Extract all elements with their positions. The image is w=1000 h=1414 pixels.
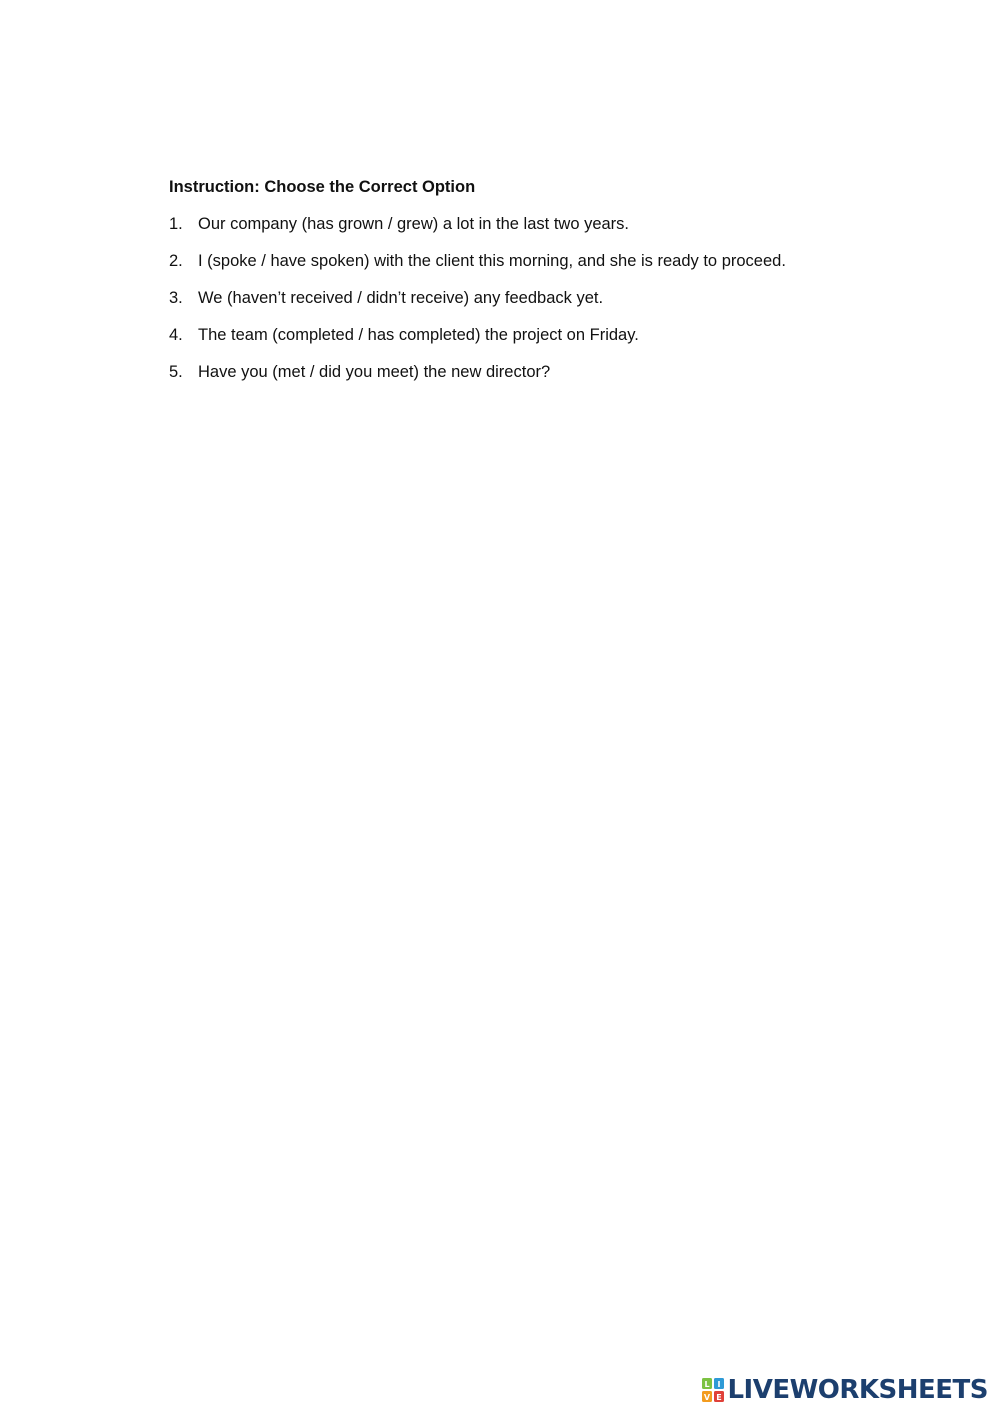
question-text: We (haven’t received / didn’t receive) any feedback yet.	[198, 289, 604, 307]
question-item	[169, 250, 949, 272]
liveworksheets-logo-icon	[702, 1378, 724, 1402]
liveworksheets-wordmark: LIVEWORKSHEETS	[727, 1375, 988, 1405]
svg-text:E: E	[716, 1393, 723, 1402]
question-text: Our company (has grown / grew) a lot in the last two years.	[198, 215, 630, 233]
question-item	[169, 324, 949, 346]
worksheet-content	[169, 176, 949, 398]
question-item	[169, 361, 949, 383]
question-text: I (spoke / have spoken) with the client this morning, and she is ready to proceed.	[198, 252, 786, 270]
instruction-heading: Instruction: Choose the Correct Option	[169, 178, 476, 196]
question-number: 3.	[169, 289, 183, 307]
question-number: 5.	[169, 363, 183, 381]
liveworksheets-brand	[702, 1374, 988, 1406]
svg-text:L: L	[704, 1380, 711, 1389]
question-item	[169, 213, 949, 235]
question-number: 4.	[169, 326, 183, 344]
question-text: Have you (met / did you meet) the new director?	[198, 363, 551, 381]
question-item	[169, 287, 949, 309]
question-number: 2.	[169, 252, 183, 270]
svg-text:I: I	[717, 1380, 721, 1389]
svg-text:V: V	[704, 1393, 711, 1402]
question-text: The team (completed / has completed) the project on Friday.	[198, 326, 639, 344]
question-number: 1.	[169, 215, 183, 233]
question-list	[169, 213, 949, 383]
